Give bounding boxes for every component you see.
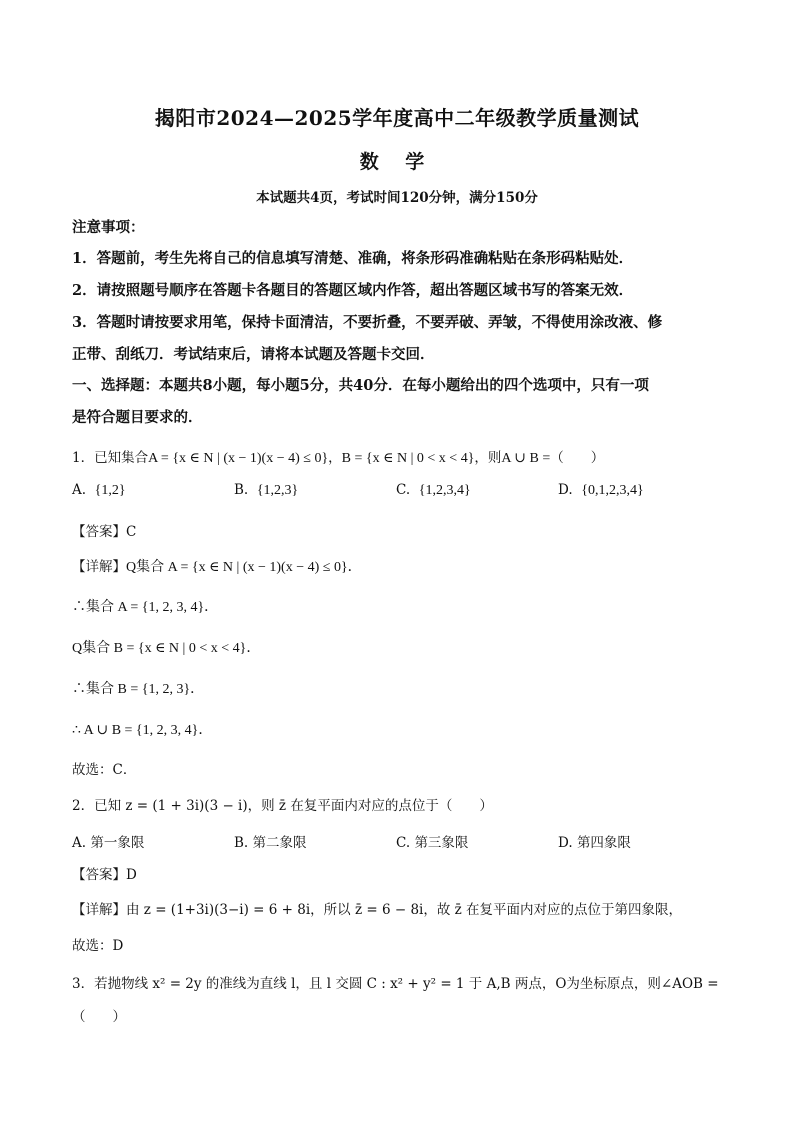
question-1-ask: ，则 — [474, 450, 502, 466]
question-1-blank: （ ） — [550, 450, 605, 466]
option-letter: B. — [234, 482, 249, 498]
question-1-option-c — [396, 482, 471, 499]
question-1-answer: 【答案】C — [72, 524, 137, 540]
section-1-heading-line-2: 是符合题目要求的． — [72, 409, 203, 426]
detail-label: 【详解】 — [72, 902, 126, 918]
notice-item-3-line-1: 3．答题时请按要求用笔，保持卡面清洁，不要折叠，不要弄破、弄皱，不得使用涂改液、修 — [72, 314, 663, 331]
page-title: 揭阳市2024—2025学年度高中二年级教学质量测试 — [154, 106, 640, 130]
option-value: {1,2,3,4} — [418, 483, 471, 498]
question-1-option-b — [234, 482, 298, 499]
detail-text: 由 z = (1+3i)(3−i) = 6 + 8i，所以 z̄ = 6 − 8i，故 z̄ 在复平面内对应的点位于第四象限， — [126, 902, 683, 918]
notice-item-1: 1．答题前，考生先将自己的信息填写清楚、准确，将条形码准确粘贴在条形码粘贴处． — [72, 250, 634, 267]
option-value: {1,2} — [94, 483, 126, 498]
option-value: 第二象限 — [252, 835, 307, 851]
union-expression: A ∪ B = — [501, 451, 551, 466]
option-value: 第一象限 — [90, 835, 145, 851]
question-3-stem-line-1: 3．若抛物线 x² = 2y 的准线为直线 l，且 l 交圆 C : x² + y² = 1 于 A,B 两点，O为坐标原点，则∠AOB = — [72, 976, 719, 992]
option-letter: A. — [72, 482, 87, 498]
notice-item-3-line-2: 正带、刮纸刀．考试结束后，请将本试题及答题卡交回． — [72, 346, 435, 363]
question-1-detail-1 — [72, 555, 362, 576]
question-1-detail-2: ∴集合 A = {1, 2, 3, 4}． — [72, 600, 219, 615]
question-2-option-a — [72, 831, 144, 851]
question-2-detail — [72, 898, 682, 918]
section-1-heading-line-1: 一、选择题：本题共8小题，每小题5分，共40分．在每小题给出的四个选项中，只有一项 — [72, 377, 649, 394]
question-1-option-a — [72, 482, 126, 499]
question-2-option-b — [234, 831, 307, 851]
set-b-definition: B = {x ∈ N | 0 < x < 4} — [341, 451, 475, 466]
question-1-detail-3: Q集合 B = {x ∈ N | 0 < x < 4}． — [72, 641, 261, 656]
option-letter: C. — [396, 835, 411, 851]
question-1-detail-4: ∴集合 B = {1, 2, 3}． — [72, 682, 205, 697]
option-letter: B. — [234, 835, 249, 851]
question-2-stem: 2．已知 z = (1 + 3i)(3 − i)，则 z̄ 在复平面内对应的点位于（ ） — [72, 798, 493, 814]
option-letter: D. — [558, 482, 573, 498]
question-2-answer: 【答案】D — [72, 867, 137, 883]
option-value: {0,1,2,3,4} — [581, 483, 644, 498]
question-1-detail-5: ∴ A ∪ B = {1, 2, 3, 4}． — [72, 723, 213, 738]
notice-heading: 注意事项： — [72, 219, 145, 236]
exam-info: 本试题共4页，考试时间120分钟，满分150分 — [256, 190, 538, 206]
set-a-definition: A = {x ∈ N | (x − 1)(x − 4) ≤ 0} — [148, 451, 329, 466]
option-value: {1,2,3} — [256, 483, 299, 498]
question-1-prefix: 1．已知集合 — [72, 450, 149, 466]
question-1-option-d — [558, 482, 644, 499]
question-1-conclusion: 故选：C． — [72, 762, 137, 778]
question-2-option-c — [396, 831, 468, 851]
detail-label: 【详解】 — [72, 559, 126, 575]
option-value: 第四象限 — [576, 835, 631, 851]
question-3-stem-line-2: （ ） — [72, 1009, 126, 1025]
question-2-conclusion: 故选：D — [72, 938, 124, 954]
subject-heading: 数 学 — [359, 151, 435, 173]
option-letter: A. — [72, 835, 87, 851]
question-2-option-d — [558, 831, 631, 851]
notice-item-2: 2．请按照题号顺序在答题卡各题目的答题区域内作答，超出答题区域书写的答案无效． — [72, 282, 634, 299]
question-1-stem — [72, 446, 604, 467]
question-1-comma: ， — [328, 450, 342, 466]
option-letter: C. — [396, 482, 411, 498]
option-value: 第三象限 — [414, 835, 469, 851]
option-letter: D. — [558, 835, 573, 851]
detail-text: Q集合 A = {x ∈ N | (x − 1)(x − 4) ≤ 0}． — [126, 560, 362, 575]
